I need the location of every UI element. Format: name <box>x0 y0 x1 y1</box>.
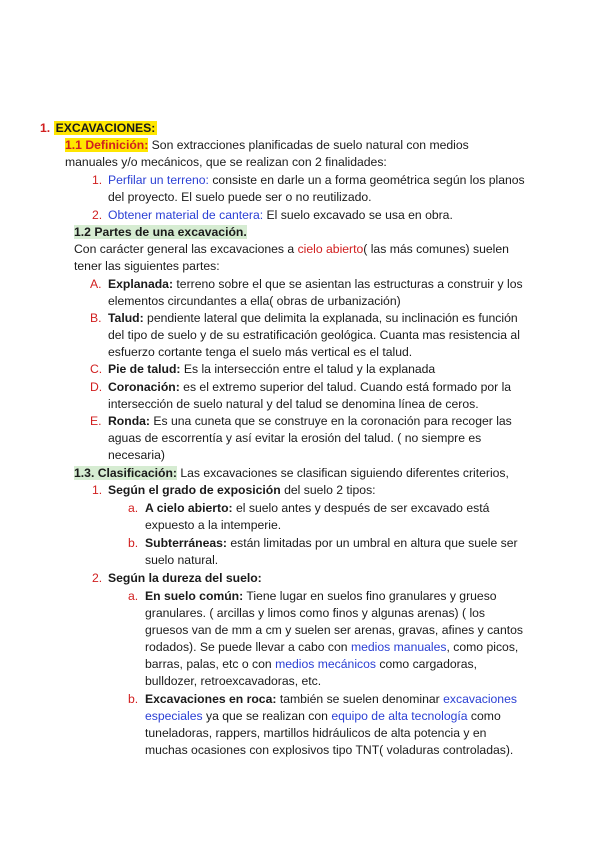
heading-title: EXCAVACIONES: <box>55 121 156 135</box>
group-dureza: Según la dureza del suelo: <box>108 571 262 585</box>
list-marker: C. <box>90 362 103 376</box>
list-marker: a. <box>128 501 139 515</box>
list-marker: D. <box>90 380 103 394</box>
list-marker: b. <box>128 536 139 550</box>
item-pie-talud: Pie de talud: Es la intersección entre el talud y la explanada <box>108 362 436 376</box>
main-heading <box>40 120 157 137</box>
item-roca-cont-3: muchas ocasiones con explosivos tipo TNT( voladuras controladas). <box>145 743 514 757</box>
list-item-perfilar: Perfilar un terreno: consiste en darle un a forma geométrica según los planos <box>108 173 525 187</box>
list-marker: b. <box>128 692 139 706</box>
definition-line-1: 1.1 Definición: Son extracciones planificadas de suelo natural con medios <box>65 138 469 152</box>
definition-label: 1.1 Definición: <box>65 138 149 152</box>
list-marker: 2. <box>92 208 103 222</box>
list-item-cantera: Obtener material de cantera: El suelo excavado se usa en obra. <box>108 208 453 222</box>
item-talud: Talud: pendiente lateral que delimita la explanada, su inclinación es función <box>108 311 518 325</box>
item-coronacion-cont: intersección de suelo natural y del talud se denomina línea de ceros. <box>108 397 479 411</box>
group-exposicion: Según el grado de exposición del suelo 2 tipos: <box>108 483 376 497</box>
item-cielo-abierto: A cielo abierto: el suelo antes y después de ser excavado está <box>145 501 490 515</box>
item-subterraneas: Subterráneas: están limitadas por un umbral en altura que suele ser <box>145 536 518 550</box>
item-ronda-cont-1: aguas de escorrentía y así evitar la erosión del talud. ( no siempre es <box>108 431 482 445</box>
list-marker: 1. <box>92 173 103 187</box>
list-marker: a. <box>128 589 139 603</box>
list-item-perfilar-cont: del proyecto. El suelo puede ser o no reutilizado. <box>108 190 372 204</box>
item-roca-cont-1: especiales ya que se realizan con equipo de alta tecnología como <box>145 709 501 723</box>
item-explanada-cont: elementos circundantes a ella( obras de urbanización) <box>108 294 401 308</box>
item-suelo-comun-cont-1: granulares. ( arcillas y limos como finos y algunas arenas) ( los <box>145 606 486 620</box>
definition-line-2: manuales y/o mecánicos, que se realizan con 2 finalidades: <box>65 155 387 169</box>
list-marker: 1. <box>92 483 103 497</box>
item-ronda: Ronda: Es una cuneta que se construye en la coronación para recoger las <box>108 414 512 428</box>
heading-number: 1. <box>40 121 51 135</box>
item-roca: Excavaciones en roca: también se suelen denominar excavaciones <box>145 692 517 706</box>
item-explanada: Explanada: terreno sobre el que se asientan las estructuras a construir y los <box>108 277 523 291</box>
item-roca-cont-2: tuneladoras, rappers, martillos hidráulicos de alta potencia y en <box>145 726 487 740</box>
item-coronacion: Coronación: es el extremo superior del talud. Cuando está formado por la <box>108 380 512 394</box>
list-marker: E. <box>90 414 102 428</box>
item-suelo-comun: En suelo común: Tiene lugar en suelos fino granulares y grueso <box>145 589 497 603</box>
list-marker: B. <box>90 311 102 325</box>
item-talud-cont-2: esfuerzo cortante tenga el suelo más vertical es el talud. <box>108 345 413 359</box>
item-suelo-comun-cont-2: gruesos van de mm a cm y suelen ser arenas, gravas, afines y cantos <box>145 623 523 637</box>
item-cielo-abierto-cont: expuesto a la intemperie. <box>145 518 282 532</box>
item-suelo-comun-cont-3: rodados). Se puede llevar a cabo con medios manuales, como picos, <box>145 640 519 654</box>
clasificacion-line: 1.3. Clasificación: Las excavaciones se clasifican siguiendo diferentes criterios, <box>74 466 509 480</box>
partes-heading: 1.2 Partes de una excavación. <box>74 225 247 239</box>
partes-intro-2: tener las siguientes partes: <box>74 259 220 273</box>
item-suelo-comun-cont-5: bulldozer, retroexcavadoras, etc. <box>145 674 322 688</box>
list-marker: A. <box>90 277 102 291</box>
item-subterraneas-cont: suelo natural. <box>145 553 219 567</box>
item-suelo-comun-cont-4: barras, palas, etc o con medios mecánicos como cargadoras, <box>145 657 477 671</box>
partes-intro-1: Con carácter general las excavaciones a cielo abierto( las más comunes) suelen <box>74 242 509 256</box>
item-talud-cont-1: del tipo de suelo y de su estratificación geológica. Cuanta mas resistencia al <box>108 328 520 342</box>
list-marker: 2. <box>92 571 103 585</box>
item-ronda-cont-2: necesaria) <box>108 448 165 462</box>
